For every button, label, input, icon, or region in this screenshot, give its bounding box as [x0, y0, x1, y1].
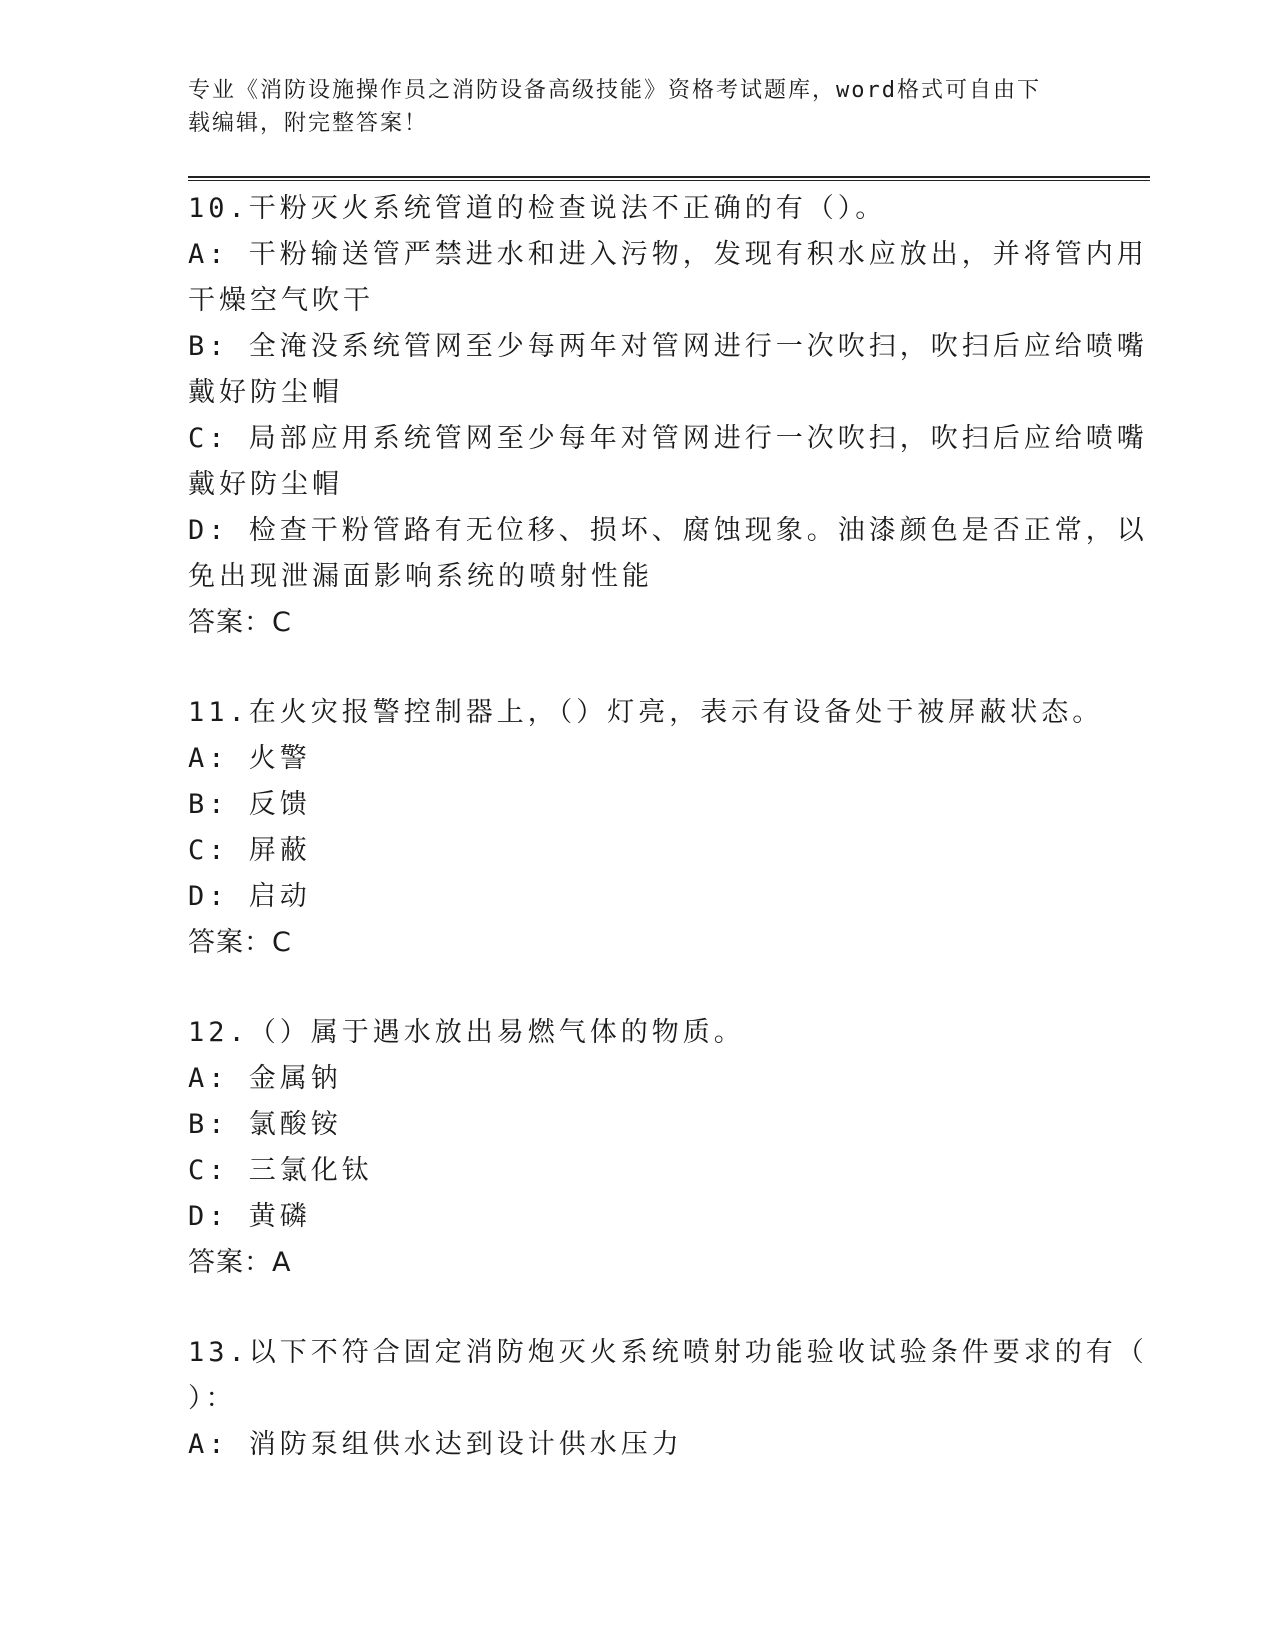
document-header	[188, 74, 1088, 140]
answer: 答案：C	[188, 607, 292, 638]
answer: 答案：C	[188, 927, 292, 958]
header-line-1: 专业《消防设施操作员之消防设备高级技能》资格考试题库，word格式可自由下	[188, 78, 1041, 103]
question-stem: 12.（）属于遇水放出易燃气体的物质。	[188, 1017, 745, 1048]
option-c: C: 局部应用系统管网至少每年对管网进行一次吹扫，吹扫后应给喷嘴	[188, 423, 1148, 454]
option-d: D: 黄磷	[188, 1201, 311, 1232]
question-10	[188, 186, 1148, 646]
option-b: B: 全淹没系统管网至少每两年对管网进行一次吹扫，吹扫后应给喷嘴	[188, 331, 1148, 362]
option-d: D: 检查干粉管路有无位移、损坏、腐蚀现象。油漆颜色是否正常，以	[188, 515, 1148, 546]
option-c: C: 三氯化钛	[188, 1155, 373, 1186]
answer: 答案：A	[188, 1247, 292, 1278]
option-c-continued: 戴好防尘帽	[188, 469, 343, 500]
option-b: B: 氯酸铵	[188, 1109, 342, 1140]
header-divider	[188, 176, 1150, 181]
question-stem: 11.在火灾报警控制器上，（）灯亮，表示有设备处于被屏蔽状态。	[188, 697, 1104, 728]
question-12	[188, 1010, 1088, 1286]
option-a: A: 消防泵组供水达到设计供水压力	[188, 1429, 683, 1460]
option-a: A: 金属钠	[188, 1063, 342, 1094]
option-b: B: 反馈	[188, 789, 311, 820]
option-d: D: 启动	[188, 881, 311, 912]
question-11	[188, 690, 1104, 966]
option-a: A: 火警	[188, 743, 311, 774]
option-d-continued: 免出现泄漏面影响系统的喷射性能	[188, 561, 653, 592]
option-a-continued: 干燥空气吹干	[188, 285, 374, 316]
header-line-2: 载编辑，附完整答案！	[188, 111, 429, 136]
option-a: A: 干粉输送管严禁进水和进入污物，发现有积水应放出，并将管内用	[188, 239, 1148, 270]
question-stem: 10.干粉灭火系统管道的检查说法不正确的有（）。	[188, 193, 887, 224]
option-b-continued: 戴好防尘帽	[188, 377, 343, 408]
question-stem: 13.以下不符合固定消防炮灭火系统喷射功能验收试验条件要求的有（	[188, 1337, 1148, 1368]
question-stem-continued: ）：	[188, 1383, 237, 1414]
option-c: C: 屏蔽	[188, 835, 311, 866]
question-13	[188, 1330, 1148, 1468]
question-list	[188, 186, 1148, 1468]
